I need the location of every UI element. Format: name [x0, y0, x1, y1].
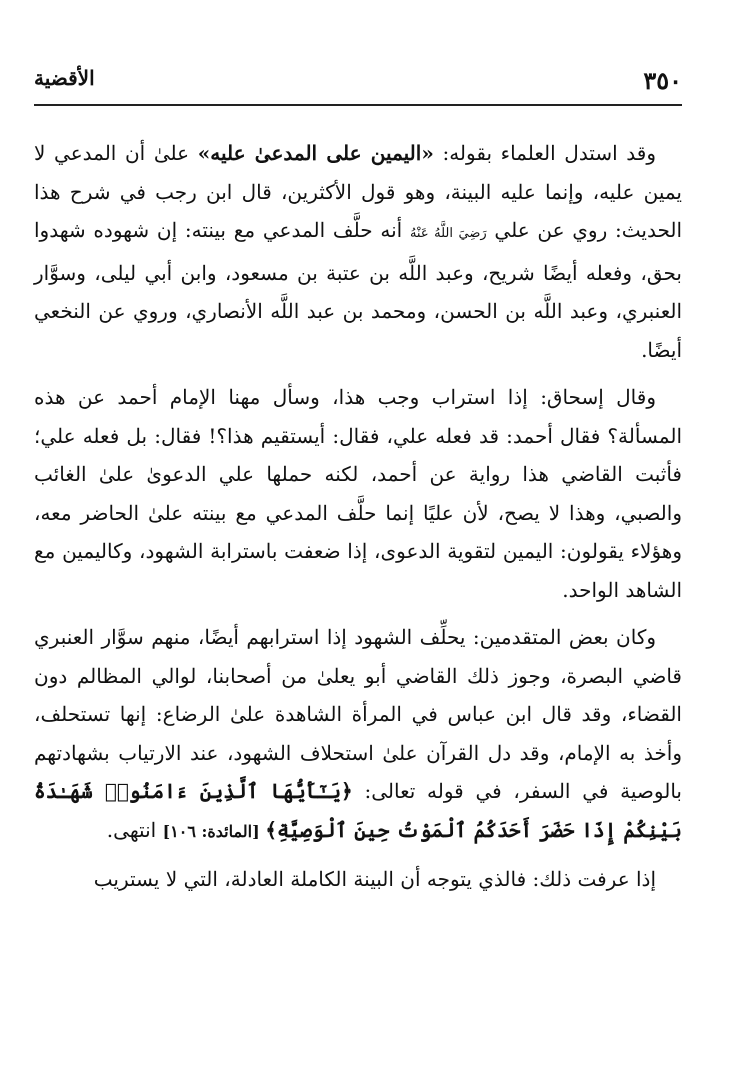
paragraph-1-text-a: وقد استدل العلماء بقوله: [433, 141, 657, 165]
paragraph-3-text-a: وكان بعض المتقدمين: يحلِّف الشهود إذا استرابهم أيضًا، منهم سوَّار العنبري قاضي البصرة، وجوز ذلك القاضي أبو يعلىٰ من أصحابنا، لوالي المظالم دون القضاء، وقد قال ابن عباس في المرأة الشاهدة علىٰ الرضاع: إنها تستحلف، وأخذ به الإمام، وقد دل القرآن علىٰ استحلاف الشهود، عند الارتياب بشهادتهم بالوصية في السفر، في قوله تعالى: [34, 625, 682, 803]
verse-reference: [المائدة: ١٠٦] [162, 821, 266, 841]
paragraph-4: إذا عرفت ذلك: فالذي يتوجه أن البينة الكاملة العادلة، التي لا يستريب [93, 867, 656, 891]
paragraph-3 [34, 618, 682, 851]
header-rule [34, 104, 682, 106]
page-header [34, 66, 682, 96]
paragraph-1-text-b: علىٰ أن المدعي لا يمين عليه، وإنما عليه البينة، وهو قول الأكثرين، قال ابن رجب في شرح هذا الحديث: روي عن علي [34, 141, 682, 242]
paragraph-3-text-b: انتهى. [106, 817, 163, 842]
quran-verse: ﴿يَـٰٓأَيُّهَا ٱلَّذِينَ ءَامَنُوا۟ شَهَـٰدَةُ بَيْنِكُمْ إِذَا حَضَرَ أَحَدَكُمُ ٱلْمَوْتُ حِينَ ٱلْوَصِيَّةِ﴾ [34, 779, 682, 842]
honorific-glyph: رَضِيَ اللَّهُ عَنْهُ [409, 226, 487, 241]
running-title: الأقضية [34, 66, 95, 90]
hadith-quote: «اليمين على المدعىٰ عليه» [197, 141, 434, 165]
page-number: ٣٥٠ [643, 66, 682, 95]
paragraph-2: وقال إسحاق: إذا استراب وجب هذا، وسأل مهنا الإمام أحمد عن هذه المسألة؟ فقال أحمد: قد فعله علي، فقال: أيستقيم هذا؟! فقال: بل فعله علي؛ فأثبت القاضي هذا رواية عن أحمد، لكنه حملها علي الدعوىٰ علىٰ الغائب والصبي، وهذا لا يصح، لأن عليًا إنما حلَّف المدعي مع بينته علىٰ الحاضر معه، وهؤلاء يقولون: اليمين لتقوية الدعوى، إذا ضعفت باسترابة الشهود، وكاليمين مع الشاهد الواحد. [34, 385, 682, 602]
page-body [34, 134, 682, 899]
paragraph-1-text-c: أنه حلَّف المدعي مع بينته: إن شهوده شهدوا بحق، وفعله أيضًا شريح، وعبد اللَّه بن عتبة بن مسعود، وابن أبي ليلى، وسوَّار العنبري، وعبد اللَّه بن الحسن، ومحمد بن عبد اللَّه الأنصاري، وروي عن النخعي أيضًا. [34, 218, 682, 362]
paragraph-1 [34, 134, 682, 369]
